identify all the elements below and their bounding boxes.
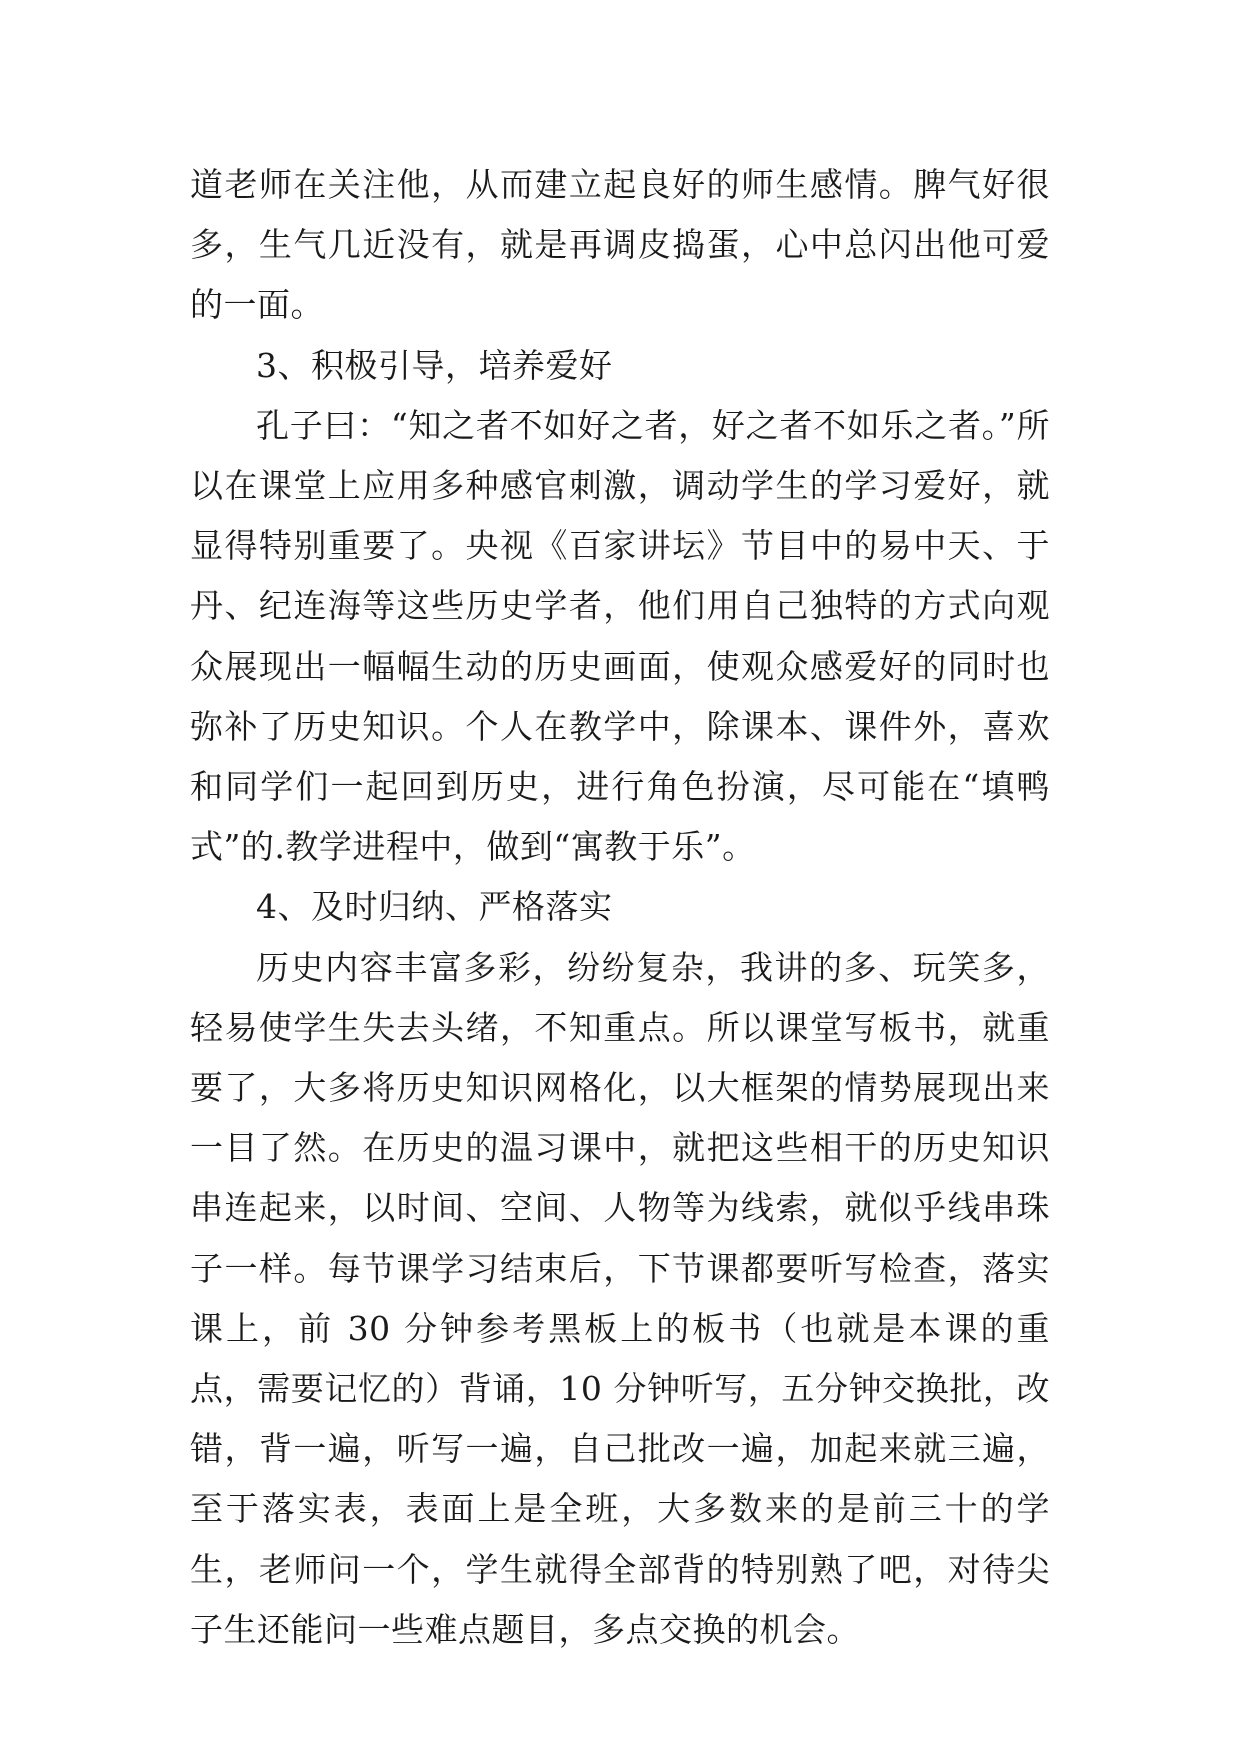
- section-heading-3: 3、积极引导，培养爱好: [256, 345, 613, 385]
- paragraph-summary: 历史内容丰富多彩，纷纷复杂，我讲的多、玩笑多，轻易使学生失去头绪，不知重点。所以课堂写板书，就重要了，大多将历史知识网格化，以大框架的情势展现出来一目了然。在历史的温习课中，就把这些相干的历史知识串连起来，以时间、空间、人物等为线索，就似乎线串珠子一样。每节课学习结束后，下节课都要听写检查，落实课上，前 30 分钟参考黑板上的板书（也就是本课的重点，需要记忆的）背诵，10 分钟听写，五分钟交换批，改错，背一遍，听写一遍，自己批改一遍，加起来就三遍，至于落实表，表面上是全班，大多数来的是前三十的学生，老师问一个，学生就得全部背的特别熟了吧，对待尖子生还能问一些难点题目，多点交换的机会。: [190, 947, 1050, 1649]
- document-body: [190, 155, 1050, 1660]
- paragraph-interest: 孔子曰：“知之者不如好之者，好之者不如乐之者。”所以在课堂上应用多种感官刺激，调动学生的学习爱好，就显得特别重要了。央视《百家讲坛》节目中的易中天、于丹、纪连海等这些历史学者，他们用自己独特的方式向观众展现出一幅幅生动的历史画面，使观众感爱好的同时也弥补了历史知识。个人在教学中，除课本、课件外，喜欢和同学们一起回到历史，进行角色扮演，尽可能在“填鸭式”的.教学进程中，做到“寓教于乐”。: [190, 405, 1050, 867]
- section-heading-4: 4、及时归纳、严格落实: [256, 887, 613, 927]
- paragraph-continued: 道老师在关注他，从而建立起良好的师生感情。脾气好很多，生气几近没有，就是再调皮捣蛋，心中总闪出他可爱的一面。: [190, 165, 1050, 325]
